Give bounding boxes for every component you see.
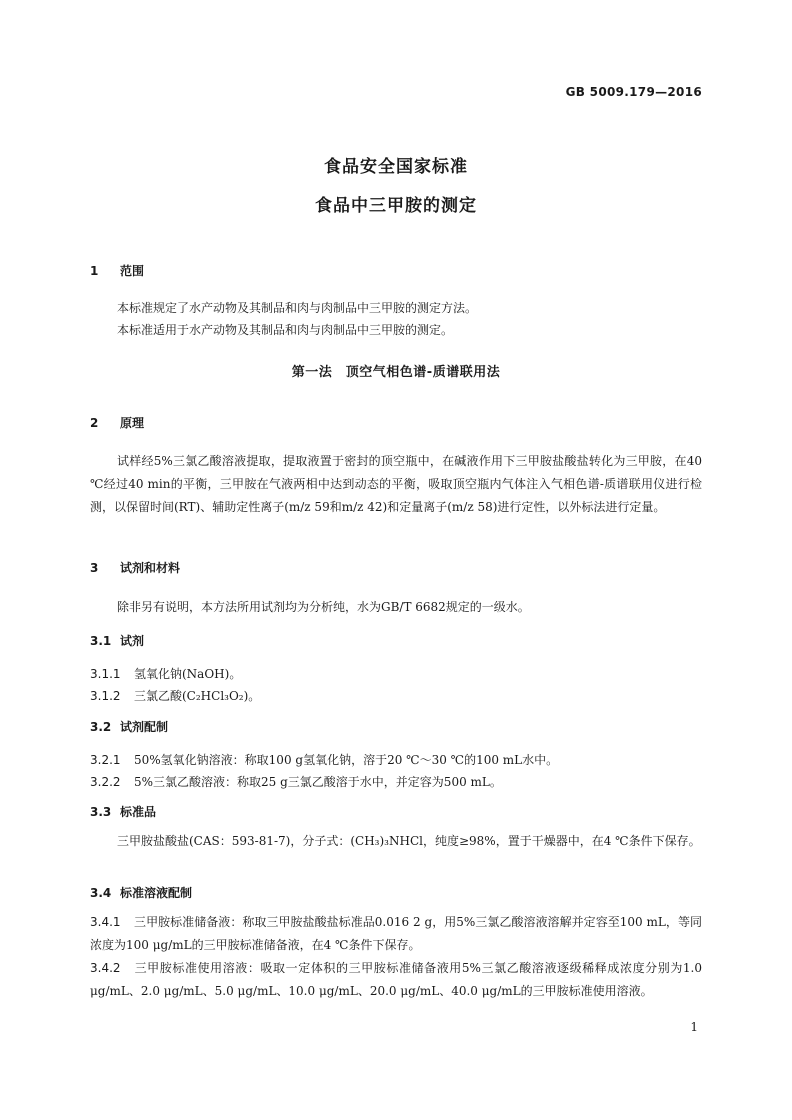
clause-3-1-1 (90, 665, 241, 682)
document-subtitle: 食品中三甲胺的测定 (315, 196, 477, 216)
clause-3-4-1 (90, 911, 702, 957)
principle-paragraph: 试样经5%三氯乙酸溶液提取，提取液置于密封的顶空瓶中，在碱液作用下三甲胺盐酸盐转化为三甲胺，在40 ℃经过40 min的平衡，三甲胺在气液两相中达到动态的平衡，吸取顶空瓶内气体注入气相色谱-质谱联用仪进行检测，以保留时间(RT)、辅助定性离子(m/z 59和m/z 42)和定量离子(m/z 58)进行定性，以外标法进行定量。 (90, 454, 702, 514)
clause-number: 3.1.1 (90, 667, 121, 681)
clause-text: 5%三氯乙酸溶液：称取25 g三氯乙酸溶于水中，并定容为500 mL。 (134, 775, 502, 789)
subsection-3-4-heading (90, 884, 192, 901)
section-number: 3 (90, 561, 99, 575)
clause-text: 氢氧化钠(NaOH)。 (134, 667, 242, 681)
reagent-intro-paragraph: 除非另有说明，本方法所用试剂均为分析纯，水为GB/T 6682规定的一级水。 (117, 600, 530, 614)
section-number: 1 (90, 264, 99, 278)
section-number: 3.3 (90, 805, 112, 819)
clause-number: 3.2.2 (90, 775, 121, 789)
clause-text: 三氯乙酸(C₂HCl₃O₂)。 (134, 689, 261, 703)
section-number: 2 (90, 416, 99, 430)
section-3-heading (90, 559, 180, 576)
clause-number: 3.1.2 (90, 689, 121, 703)
section-title: 试剂和材料 (120, 561, 181, 575)
clause-number: 3.4.2 (90, 961, 121, 975)
subsection-3-1-heading (90, 632, 144, 649)
section-title: 范围 (120, 264, 145, 278)
section-title: 试剂 (120, 634, 145, 648)
section-2-heading (90, 414, 144, 431)
page-number: 1 (690, 1020, 698, 1034)
section-title: 标准溶液配制 (120, 886, 193, 900)
section-title: 试剂配制 (120, 720, 169, 734)
section-number: 3.2 (90, 720, 112, 734)
clause-3-4-2 (90, 957, 702, 1003)
section-title: 原理 (120, 416, 145, 430)
scope-line-2: 本标准适用于水产动物及其制品和肉与肉制品中三甲胺的测定。 (117, 323, 454, 337)
section-number: 3.1 (90, 634, 112, 648)
clause-3-2-1 (90, 751, 558, 768)
clause-text: 三甲胺标准使用溶液：吸取一定体积的三甲胺标准储备液用5%三氯乙酸溶液逐级稀释成浓度分别为1.0 μg/mL、2.0 μg/mL、5.0 μg/mL、10.0 μg/mL、20.0 μg/mL、40.0 μg/mL的三甲胺标准使用溶液。 (90, 961, 702, 998)
subsection-3-2-heading (90, 718, 168, 735)
clause-number: 3.2.1 (90, 753, 121, 767)
scope-line-1: 本标准规定了水产动物及其制品和肉与肉制品中三甲胺的测定方法。 (117, 301, 478, 315)
clause-3-1-2 (90, 687, 260, 704)
section-1-heading (90, 262, 144, 279)
subsection-3-3-heading (90, 803, 156, 820)
clause-number: 3.4.1 (90, 915, 121, 929)
section-title: 标准品 (120, 805, 157, 819)
standard-substance-paragraph: 三甲胺盐酸盐(CAS：593-81-7)，分子式：(CH₃)₃NHCl，纯度≥98%，置于干燥器中，在4 ℃条件下保存。 (117, 834, 701, 848)
method-heading: 第一法 顶空气相色谱-质谱联用法 (291, 365, 501, 380)
clause-3-2-2 (90, 773, 502, 790)
standard-code: GB 5009.179—2016 (565, 85, 702, 99)
document-title: 食品安全国家标准 (324, 157, 468, 177)
clause-text: 三甲胺标准储备液：称取三甲胺盐酸盐标准品0.016 2 g，用5%三氯乙酸溶液溶解并定容至100 mL，等同浓度为100 μg/mL的三甲胺标准储备液，在4 ℃条件下保存。 (90, 915, 702, 952)
clause-text: 50%氢氧化钠溶液：称取100 g氢氧化钠，溶于20 ℃～30 ℃的100 mL水中。 (134, 753, 559, 767)
section-number: 3.4 (90, 886, 112, 900)
